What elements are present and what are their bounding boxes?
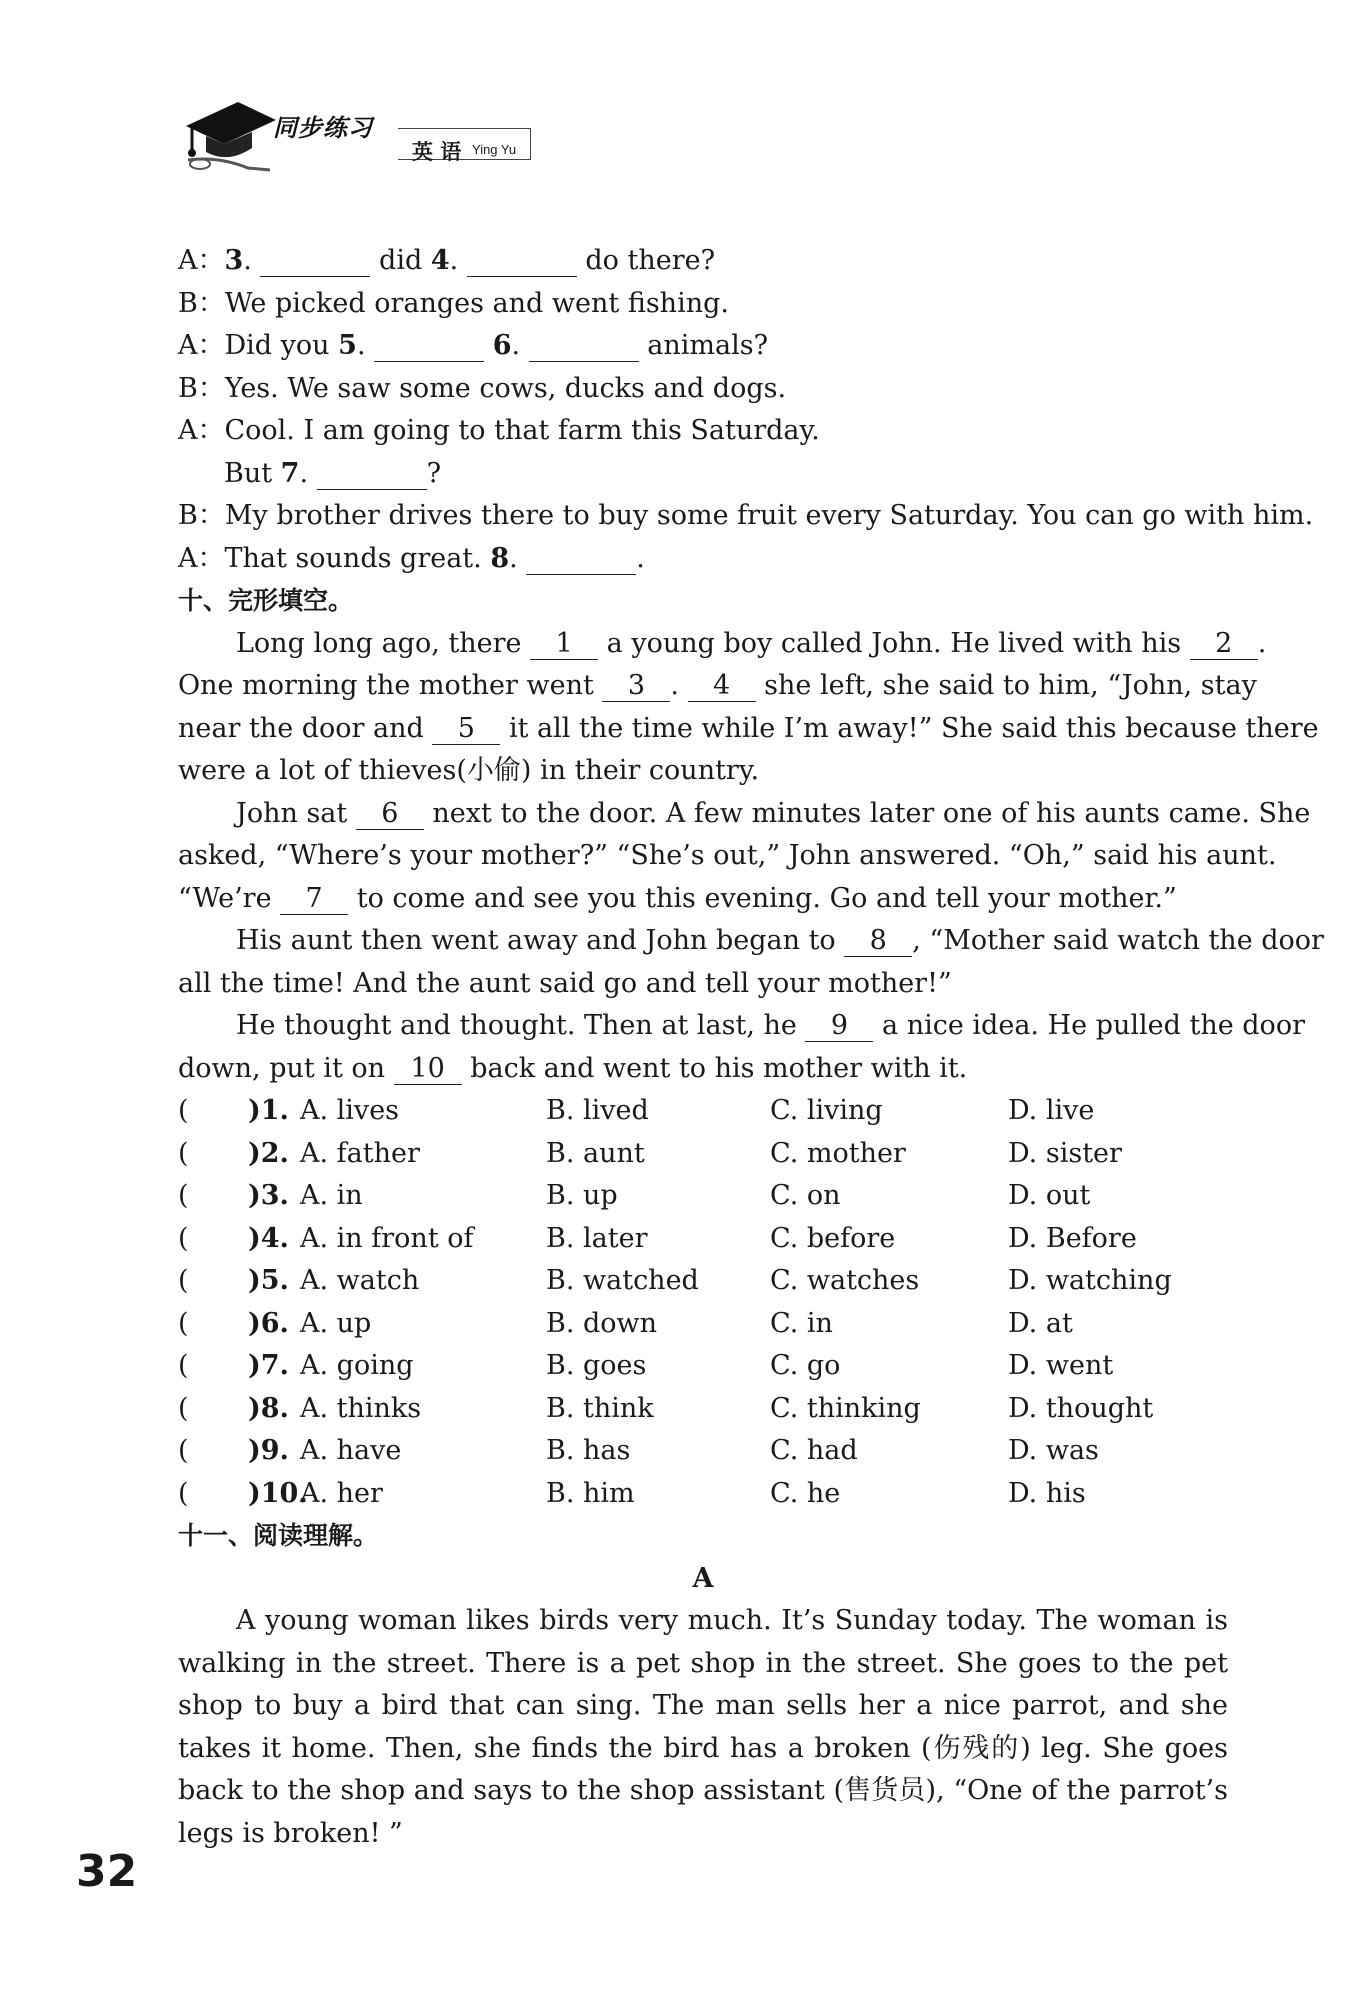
page-number: 32 [76,1846,138,1897]
dialogue-line [178,495,1314,538]
section-11-title: 十一、阅读理解。 [178,1521,379,1550]
blank-number: 5 [338,330,357,361]
speaker-label: B： [178,287,225,319]
question-row [178,1218,1228,1261]
option-d: D. sister [1008,1137,1122,1169]
answer-blank: 8 [844,926,912,957]
answer-blank: 4 [688,671,756,702]
text-run: it all the time while I’m away!” She said this because there [500,712,1319,744]
question-number: )10. [248,1477,308,1509]
question-number: )6. [248,1307,289,1339]
text-run: a young boy called John. He lived with his [598,627,1190,659]
question-row [178,1473,1228,1516]
dialogue-line [178,240,1228,283]
paren: ( [178,1477,189,1509]
option-a: A. father [300,1137,420,1169]
option-d: D. went [1008,1350,1114,1381]
series-brand: 同步练习 [273,114,373,142]
text-run: near the door and [178,712,433,744]
answer-blank [467,246,577,277]
cloze-passage [178,623,1324,1091]
text-run: One morning the mother went [178,670,603,701]
text-run: animals? [638,330,769,361]
text-run: . [670,670,688,701]
text-run: back and went to his mother with it. [461,1052,968,1084]
cloze-line [178,963,1228,1006]
answer-blank: 10 [394,1054,462,1085]
text-run: , “Mother said watch the door [912,925,1324,956]
question-row [178,1430,1228,1473]
speaker-label: A： [178,415,225,446]
text-run: did [370,245,431,276]
answer-blank [260,246,370,277]
cloze-line [178,665,1257,708]
option-b: B. watched [546,1265,699,1296]
option-a: A. thinks [300,1392,422,1424]
text-run: We picked oranges and went fishing. [224,287,729,319]
text-run: all the time! And the aunt said go and tell your mother!” [178,967,952,999]
answer-blank [529,331,639,362]
option-d: D. at [1008,1307,1073,1339]
option-b: B. think [546,1392,654,1424]
answer-blank [374,331,484,362]
answer-blank: 2 [1190,629,1258,660]
page-content [178,240,1324,1855]
text-run: . [449,245,467,276]
speaker-label: B： [178,372,225,404]
paren: ( [178,1392,189,1424]
speaker-label: A： [178,542,225,574]
option-c: C. he [770,1477,841,1509]
option-c: C. mother [770,1137,906,1169]
text-run: . [636,542,645,574]
text-run: John sat [236,797,356,829]
option-c: C. had [770,1435,858,1466]
text-run: My brother drives there to buy some fruit every Saturday. You can go with him. [224,500,1314,531]
cloze-line [178,1005,1305,1048]
dialogue-line [178,453,1228,496]
cloze-line [178,878,1228,921]
answer-blank: 5 [432,714,500,745]
text-run: . [1257,627,1267,659]
answer-blank: 6 [356,799,424,830]
text-run: . [511,330,529,361]
dialogue-line [178,538,1228,581]
option-a: A. in [300,1180,363,1211]
option-b: B. later [546,1222,648,1254]
paren: ( [178,1350,189,1381]
answer-blank [317,459,427,490]
blank-number: 3 [224,245,244,276]
option-b: B. lived [546,1095,649,1126]
text-run: Did you [224,330,339,361]
text-run: Long long ago, there [236,627,531,659]
dialogue-line [178,410,1228,453]
question-row [178,1388,1228,1431]
question-number: )4. [248,1222,289,1254]
text-run: she left, she said to him, “John, stay [755,670,1257,701]
option-c: C. thinking [770,1392,921,1424]
option-c: C. watches [770,1265,920,1296]
subject-pinyin: Ying Yu [472,142,517,157]
reading-paragraph: A young woman likes birds very much. It’s Sunday today. The woman is walking in the street. There is a pet shop in the street. She goes to the pet shop to buy a bird that can sing. The man sells her a nice parrot, and she takes it home. Then, she finds the bird has a broken (伤残的) leg. She goes back to the shop and says to the shop assistant (售货员), “One of the parrot’s legs is broken! ” [178,1605,1228,1849]
cloze-line [178,793,1311,836]
question-row [178,1090,1228,1133]
option-a: A. going [300,1350,414,1381]
option-d: D. out [1008,1180,1091,1211]
option-c: C. before [770,1222,896,1254]
question-number: )5. [248,1265,289,1296]
text-run: His aunt then went away and John began to [236,925,845,956]
text-run: . [509,542,527,574]
answer-blank [526,544,636,575]
text-run: do there? [576,245,716,276]
option-c: C. on [770,1180,841,1211]
text-run: . [243,245,261,276]
text-run [484,330,493,361]
cloze-line [178,750,1228,793]
option-a: A. have [300,1435,402,1466]
paren: ( [178,1435,189,1466]
text-run: Cool. I am going to that farm this Saturday. [224,415,820,446]
blank-number: 7 [280,457,300,489]
option-a: A. in front of [300,1222,474,1254]
text-run: ? [426,457,442,489]
subject-title: 英 语 [412,140,462,164]
question-number: )9. [248,1435,289,1466]
paren: ( [178,1137,189,1169]
option-b: B. aunt [546,1137,645,1169]
graduation-cap-icon [178,98,278,172]
question-row [178,1175,1228,1218]
blank-number: 4 [430,245,450,276]
text-run: next to the door. A few minutes later one of his aunts came. She [423,797,1311,829]
cloze-line [178,920,1324,963]
question-row [178,1260,1228,1303]
reading-passage [178,1600,1228,1855]
question-number: )3. [248,1180,289,1211]
text-run: “We’re [178,882,281,914]
option-d: D. his [1008,1477,1086,1509]
dialogue-section [178,240,1314,580]
answer-blank: 3 [602,671,670,702]
option-b: B. goes [546,1350,647,1381]
text-run: Yes. We saw some cows, ducks and dogs. [224,372,787,404]
paren: ( [178,1307,189,1339]
option-a: A. up [300,1307,372,1339]
answer-blank: 7 [280,884,348,915]
speaker-label: A： [178,330,225,361]
option-d: D. watching [1008,1265,1172,1296]
text-run: But [224,457,281,489]
passage-label: A [692,1562,714,1594]
option-d: D. was [1008,1435,1099,1466]
question-number: )7. [248,1350,289,1381]
question-number: )1. [248,1095,289,1126]
option-d: D. Before [1008,1222,1137,1254]
question-row [178,1345,1228,1388]
option-a: A. her [300,1477,383,1509]
text-run: a nice idea. He pulled the door [873,1010,1305,1041]
option-d: D. thought [1008,1392,1154,1424]
text-run: asked, “Where’s your mother?” “She’s out,” John answered. “Oh,” said his aunt. [178,840,1277,871]
text-run: were a lot of thieves(小偷) in their country. [178,755,760,786]
dialogue-line [178,325,1228,368]
paren: ( [178,1095,189,1126]
question-number: )2. [248,1137,289,1169]
option-c: C. in [770,1307,833,1339]
question-row [178,1133,1228,1176]
paren: ( [178,1265,189,1296]
page-header [178,98,538,172]
blank-number: 6 [492,330,512,361]
option-a: A. lives [300,1095,400,1126]
option-c: C. living [770,1095,883,1126]
option-b: B. down [546,1307,658,1339]
question-row [178,1303,1228,1346]
paren: ( [178,1180,189,1211]
answer-blank: 1 [530,629,598,660]
dialogue-line [178,283,1228,326]
text-run: He thought and thought. Then at last, he [236,1010,806,1041]
option-c: C. go [770,1350,841,1381]
option-b: B. him [546,1477,635,1509]
section-10-title: 十、完形填空。 [178,586,354,615]
paren: ( [178,1222,189,1254]
cloze-line [178,1048,1228,1091]
option-d: D. live [1008,1095,1095,1126]
text-run: down, put it on [178,1052,394,1084]
option-a: A. watch [300,1265,420,1296]
speaker-label: B： [178,500,225,531]
option-b: B. up [546,1180,618,1211]
question-number: )8. [248,1392,289,1424]
option-b: B. has [546,1435,631,1466]
cloze-questions [178,1090,1228,1515]
dialogue-line [178,368,1228,411]
answer-blank: 9 [805,1011,873,1042]
speaker-label: A： [178,245,225,276]
blank-number: 8 [490,542,510,574]
cloze-line [178,835,1277,878]
cloze-line [178,623,1267,666]
text-run: . [299,457,317,489]
text-run: to come and see you this evening. Go and tell your mother.” [348,882,1177,914]
text-run: . [356,330,375,361]
cloze-line [178,708,1319,751]
text-run: That sounds great. [224,542,491,574]
